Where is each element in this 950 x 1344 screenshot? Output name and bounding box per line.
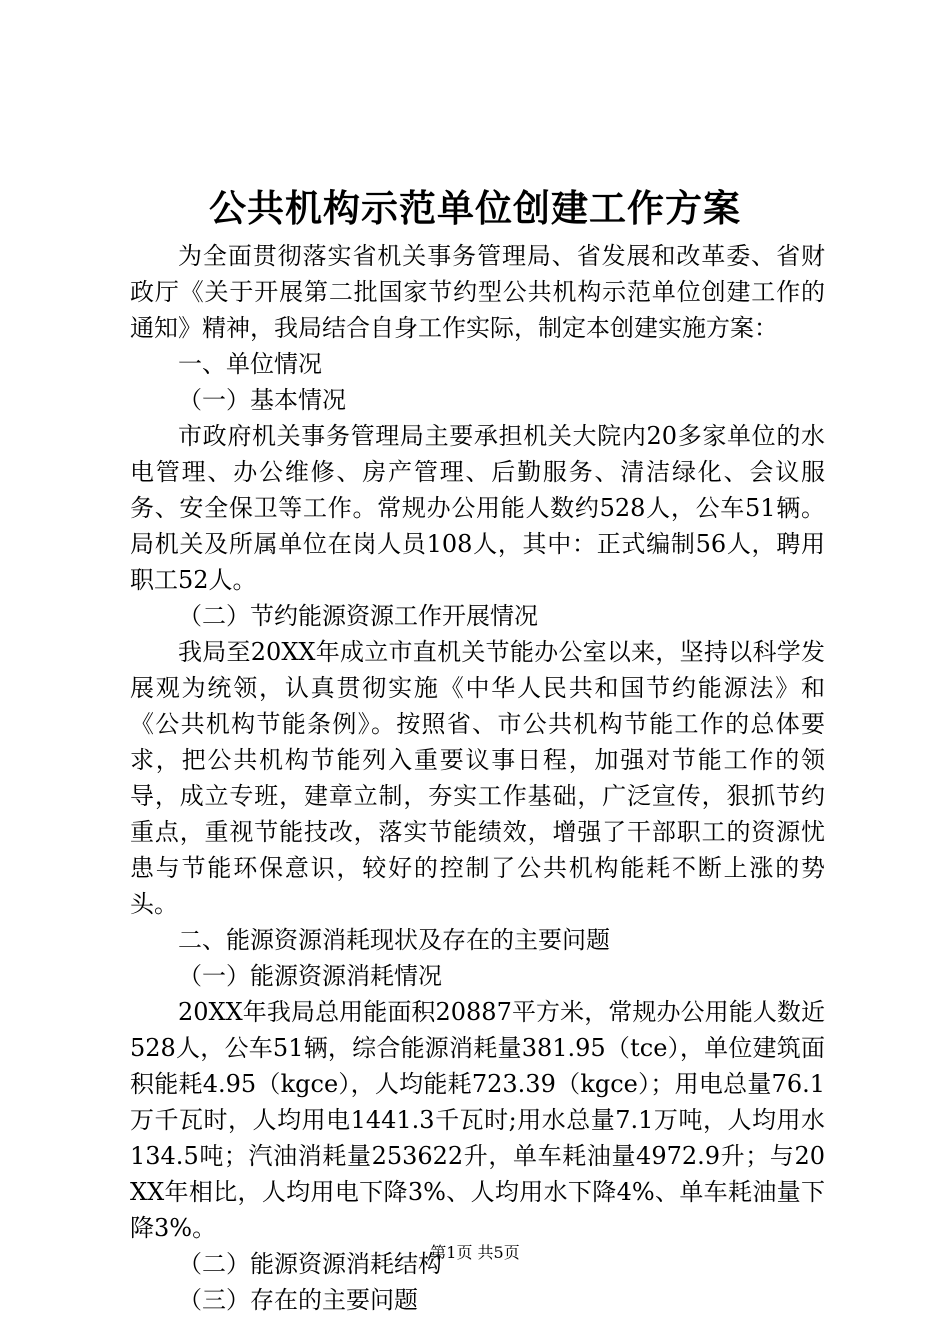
intro-paragraph: 为全面贯彻落实省机关事务管理局、省发展和改革委、省财政厅《关于开展第二批国家节约型公共机构示范单位创建工作的通知》精神，我局结合自身工作实际，制定本创建实施方案：: [130, 242, 825, 342]
subsection-heading: （二）能源资源消耗结构: [178, 1250, 442, 1278]
subsection-heading: （二）节约能源资源工作开展情况: [178, 602, 538, 630]
page-number-footer: 第1页 共5页: [430, 1243, 520, 1262]
section-heading: 二、能源资源消耗现状及存在的主要问题: [178, 926, 610, 954]
subsection-heading: （一）基本情况: [178, 386, 346, 414]
body-paragraph: 20XX年我局总用能面积20887平方米，常规办公用能人数近528人，公车51辆，综合能源消耗量381.95（tce），单位建筑面积能耗4.95（kgce），人均能耗723.39（kgce）；用电总量76.1万千瓦时，人均用电1441.3千瓦时;用水总量7.1万吨，人均用水134.5吨；汽油消耗量253622升，单车耗油量4972.9升；与20XX年相比，人均用电下降3%、人均用水下降4%、单车耗油量下降3%。: [130, 998, 825, 1242]
subsection-heading: （三）存在的主要问题: [178, 1286, 418, 1314]
document-body: [130, 238, 825, 1318]
section-heading: 一、单位情况: [178, 350, 322, 378]
page-title: 公共机构示范单位创建工作方案: [209, 186, 741, 230]
body-paragraph: 我局至20XX年成立市直机关节能办公室以来，坚持以科学发展观为统领，认真贯彻实施《中华人民共和国节约能源法》和《公共机构节能条例》。按照省、市公共机构节能工作的总体要求，把公共机构节能列入重要议事日程，加强对节能工作的领导，成立专班，建章立制，夯实工作基础，广泛宣传，狠抓节约重点，重视节能技改，落实节能绩效，增强了干部职工的资源忧患与节能环保意识，较好的控制了公共机构能耗不断上涨的势头。: [130, 638, 825, 918]
subsection-heading: （一）能源资源消耗情况: [178, 962, 442, 990]
body-paragraph: 市政府机关事务管理局主要承担机关大院内20多家单位的水电管理、办公维修、房产管理、后勤服务、清洁绿化、会议服务、安全保卫等工作。常规办公用能人数约528人，公车51辆。局机关及所属单位在岗人员108人，其中：正式编制56人，聘用职工52人。: [130, 422, 825, 594]
